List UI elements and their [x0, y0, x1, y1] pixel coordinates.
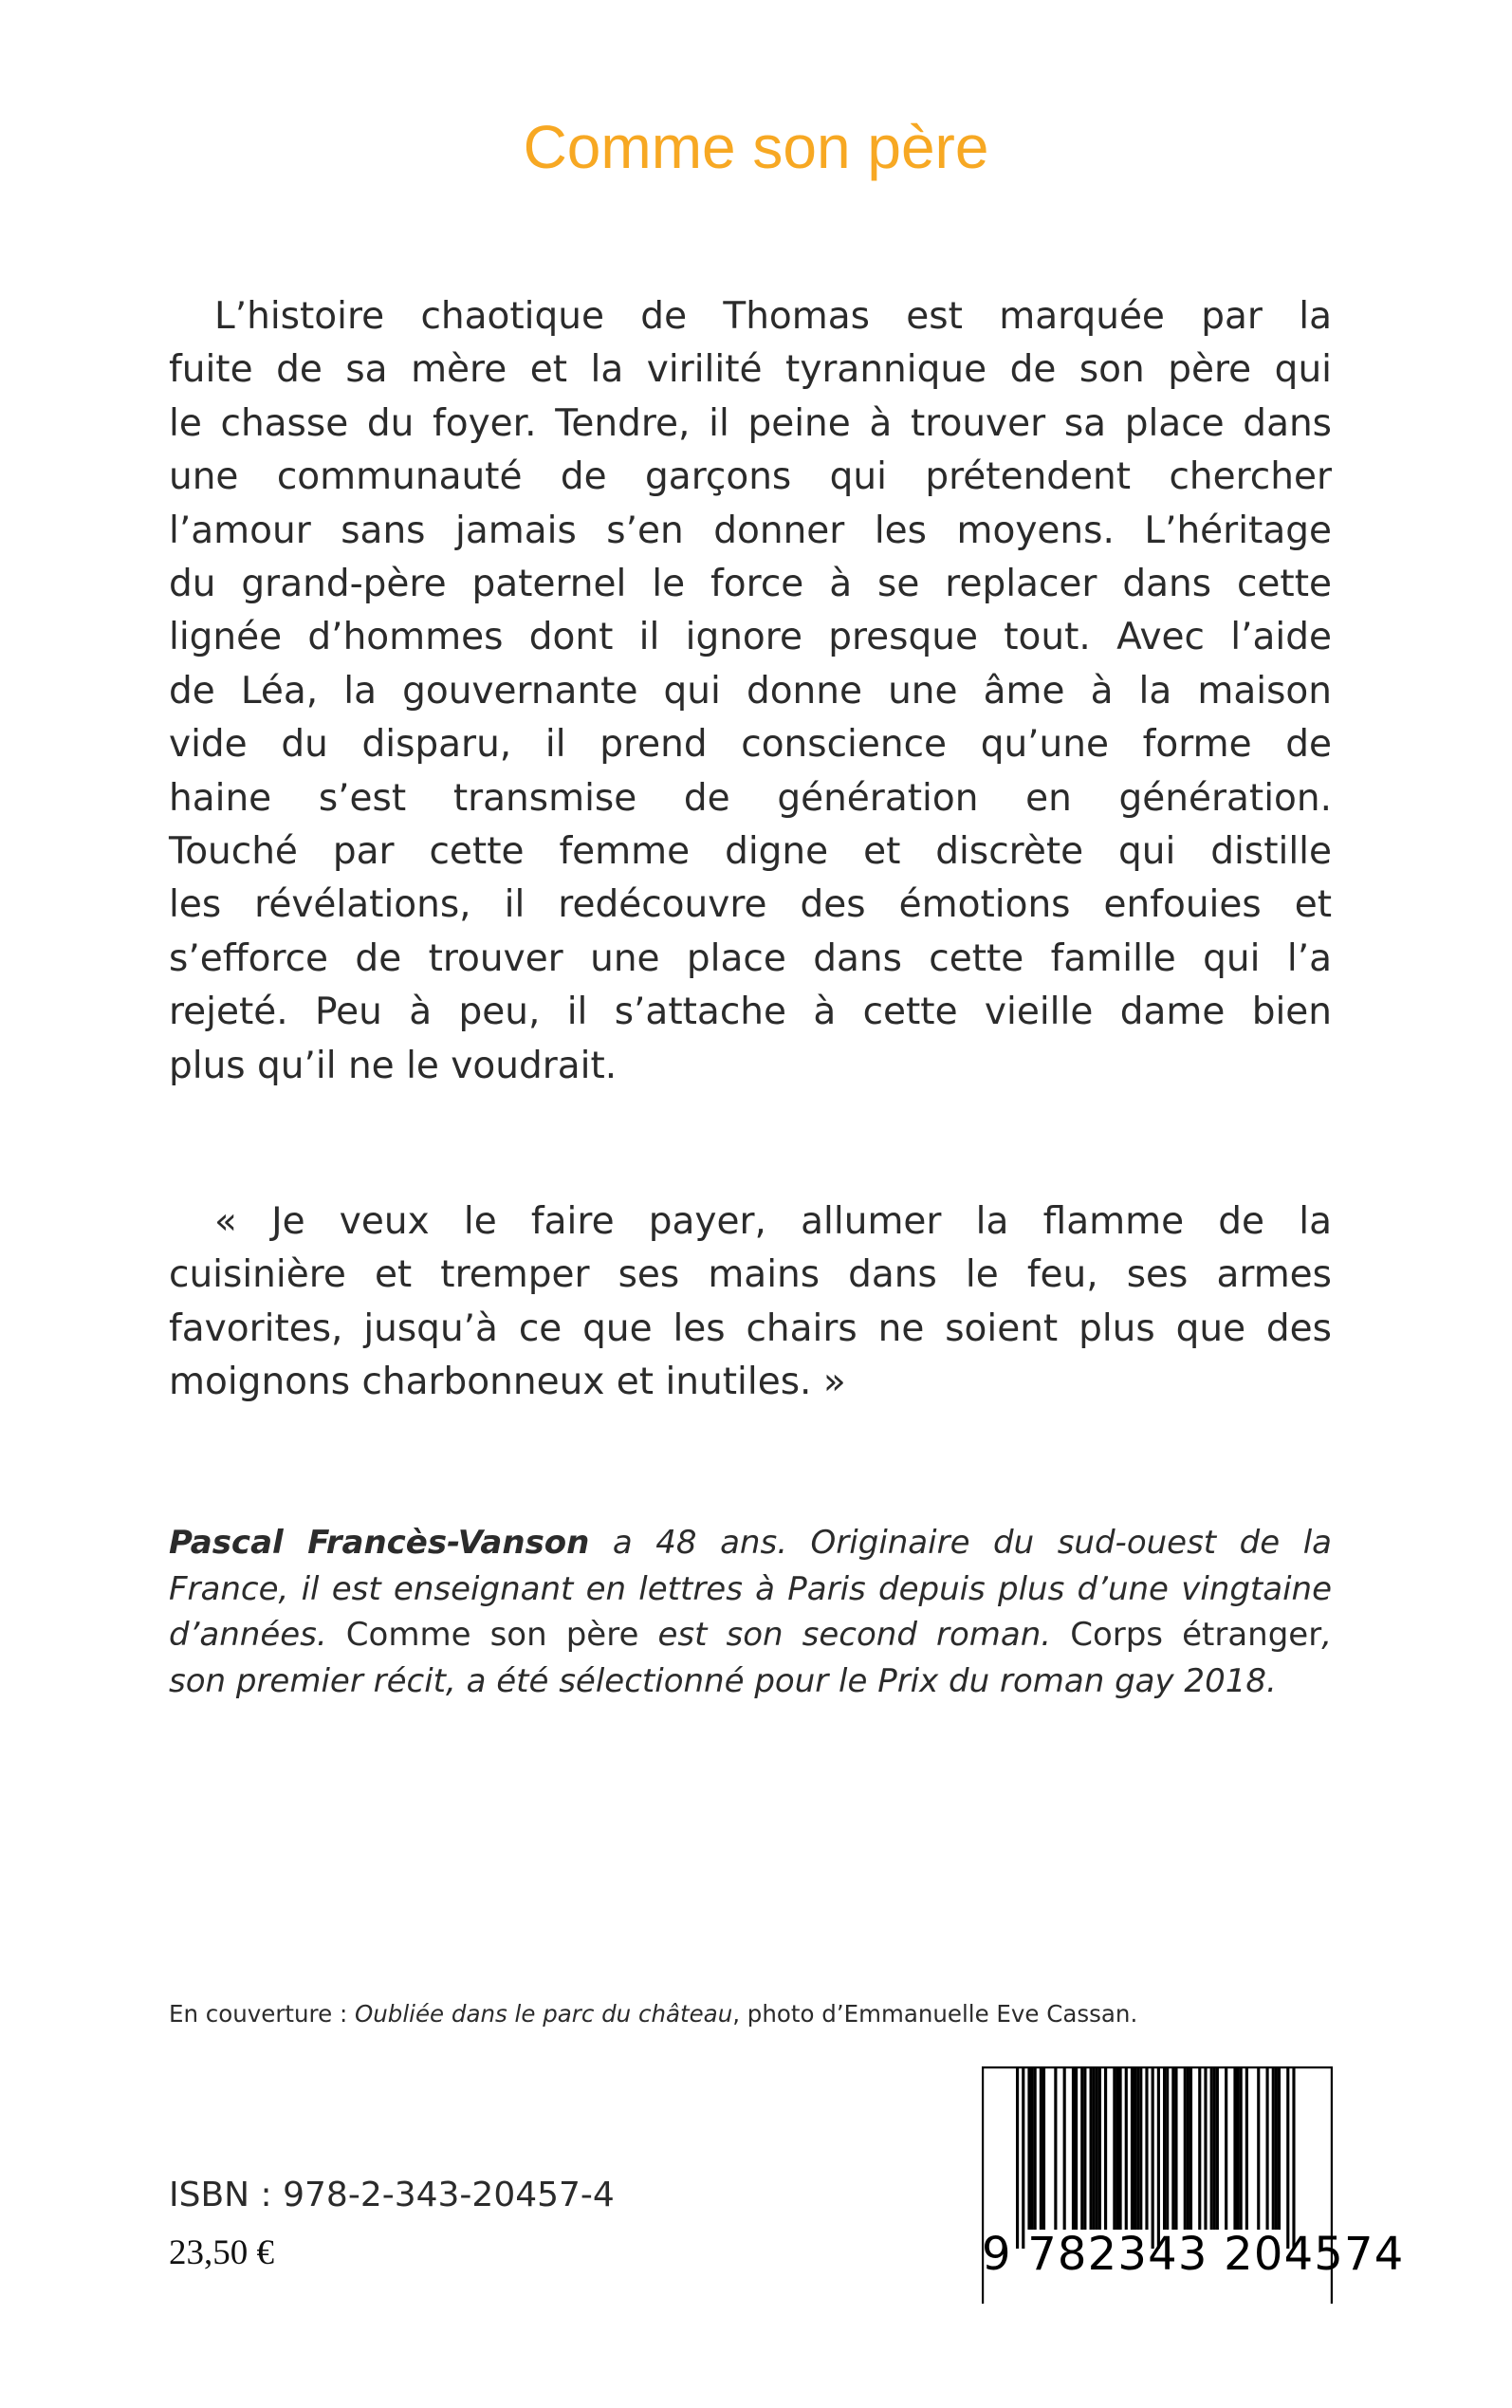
barcode-bar [1131, 2068, 1134, 2230]
summary-line: le chasse du foyer. Tendre, il peine à trouver sa place dans [169, 401, 1332, 445]
barcode-bar [1104, 2068, 1107, 2230]
barcode-bar [1072, 2068, 1075, 2230]
barcode-bar [1031, 2068, 1034, 2230]
barcode-bar [1136, 2068, 1139, 2230]
barcode-bar [1119, 2068, 1122, 2230]
bio-text: France, il est enseignant en lettres à Paris depuis plus d’une vingtaine [169, 1569, 1332, 1608]
book-title-mention: Comme son père [345, 1616, 639, 1655]
summary-line: une communauté de garçons qui prétendent chercher [169, 455, 1332, 499]
first-book-title: Corps étranger [1070, 1616, 1322, 1655]
barcode-bar [1237, 2068, 1240, 2230]
barcode-bar [1075, 2068, 1078, 2230]
summary-line: Touché par cette femme digne et discrète qui distille [169, 830, 1332, 874]
barcode-bar [1040, 2068, 1042, 2230]
barcode-bar [1042, 2068, 1045, 2230]
barcode-bar [1216, 2068, 1219, 2230]
bio-line [169, 1520, 1332, 1566]
summary-line: l’amour sans jamais s’en donner les moyens. L’héritage [169, 509, 1332, 552]
barcode-bar [1278, 2068, 1281, 2230]
barcode-bar [1098, 2068, 1101, 2230]
barcode-bar [1163, 2068, 1166, 2230]
barcode-bar [1125, 2068, 1128, 2230]
barcode-bar [1083, 2068, 1086, 2230]
barcode-bar [1213, 2068, 1216, 2230]
summary-text [169, 290, 1332, 1093]
barcode-bar [1022, 2068, 1024, 2249]
bio-text: a 48 ans. Originaire du sud-ouest de la [589, 1524, 1332, 1562]
summary-line: de Léa, la gouvernante qui donne une âme à la maison [169, 669, 1332, 713]
barcode-bar [1198, 2068, 1201, 2230]
credit-suffix: , photo d’Emmanuelle Eve Cassan. [732, 2000, 1138, 2028]
barcode-bar [1184, 2068, 1187, 2230]
barcode-bar [1090, 2068, 1093, 2230]
quote-line: cuisinière et tremper ses mains dans le feu, ses armes [169, 1253, 1332, 1297]
bio-text: est son second roman. [638, 1616, 1071, 1655]
author-bio [169, 1520, 1332, 1705]
barcode-bar [1187, 2068, 1189, 2230]
barcode-bar [1240, 2068, 1243, 2230]
bio-text: d’années. [169, 1616, 346, 1655]
barcode-bar [1189, 2068, 1192, 2230]
barcode-bar [1210, 2068, 1213, 2230]
cover-credit [169, 2000, 1137, 2028]
price: 23,50 € [169, 2233, 274, 2272]
barcode-bar [1034, 2068, 1037, 2230]
summary-line: vide du disparu, il prend conscience qu’une forme de [169, 723, 1332, 767]
photo-title: Oubliée dans le parc du château [355, 2000, 733, 2028]
barcode-bar [1174, 2068, 1177, 2230]
barcode-bar [1139, 2068, 1142, 2230]
quote-line: moignons charbonneux et inutiles. » [169, 1361, 846, 1404]
bio-line [169, 1566, 1332, 1613]
barcode-bar [1245, 2068, 1248, 2230]
author-name: Pascal Francès-Vanson [169, 1524, 590, 1562]
bio-text: , [1321, 1616, 1333, 1655]
barcode-bar [1266, 2068, 1269, 2230]
summary-line: rejeté. Peu à peu, il s’attache à cette vieille dame bien [169, 991, 1332, 1034]
barcode-bar [1145, 2068, 1148, 2230]
barcode-bar [1166, 2068, 1169, 2230]
summary-line: haine s’est transmise de génération en génération. [169, 776, 1332, 820]
summary-line: L’histoire chaotique de Thomas est marquée par la [214, 295, 1332, 338]
barcode-bar [1204, 2068, 1207, 2230]
barcode-bar [1027, 2068, 1030, 2230]
isbn: ISBN : 978-2-343-20457-4 [169, 2176, 615, 2214]
bio-text: son premier récit, a été sélectionné pour le Prix du roman gay 2018. [169, 1662, 1277, 1701]
barcode-bar [1080, 2068, 1083, 2230]
barcode-bar [1233, 2068, 1236, 2230]
bio-line [169, 1658, 1332, 1705]
excerpt-quote [169, 1195, 1332, 1410]
barcode-bar [1063, 2068, 1066, 2230]
barcode-bar [1096, 2068, 1098, 2230]
barcode-bar [1171, 2068, 1174, 2230]
barcode-bar [1286, 2068, 1289, 2249]
summary-line: du grand-père paternel le force à se replacer dans cette [169, 563, 1332, 606]
barcode-bar [1275, 2068, 1278, 2230]
summary-line: les révélations, il redécouvre des émotions enfouies et [169, 883, 1332, 927]
barcode-bar [1157, 2068, 1160, 2249]
barcode-bar [1113, 2068, 1116, 2230]
barcode-bar [1292, 2068, 1295, 2249]
barcode-bar [1054, 2068, 1057, 2230]
summary-line: fuite de sa mère et la virilité tyrannique de son père qui [169, 348, 1332, 392]
quote-line: favorites, jusqu’à ce que les chairs ne soient plus que des [169, 1306, 1332, 1350]
barcode-bar [1134, 2068, 1136, 2230]
barcode-bar [1225, 2068, 1227, 2230]
book-title: Comme son père [523, 113, 989, 181]
summary-line: s’efforce de trouver une place dans cette famille qui l’a [169, 936, 1332, 980]
bio-line [169, 1612, 1332, 1658]
barcode-bar [1257, 2068, 1260, 2230]
summary-line: plus qu’il ne le voudrait. [169, 1044, 618, 1087]
barcode-bar [1272, 2068, 1275, 2230]
barcode-bar [1116, 2068, 1118, 2230]
barcode-bar [1016, 2068, 1019, 2249]
quote-line: « Je veux le faire payer, allumer la flamme de la [214, 1200, 1332, 1243]
summary-line: lignée d’hommes dont il ignore presque tout. Avec l’aide [169, 616, 1332, 659]
barcode-bar [1093, 2068, 1096, 2230]
credit-prefix: En couverture : [169, 2000, 355, 2028]
barcode-bar [1152, 2068, 1154, 2249]
barcode-number: 9 782343 204574 [982, 2228, 1405, 2281]
